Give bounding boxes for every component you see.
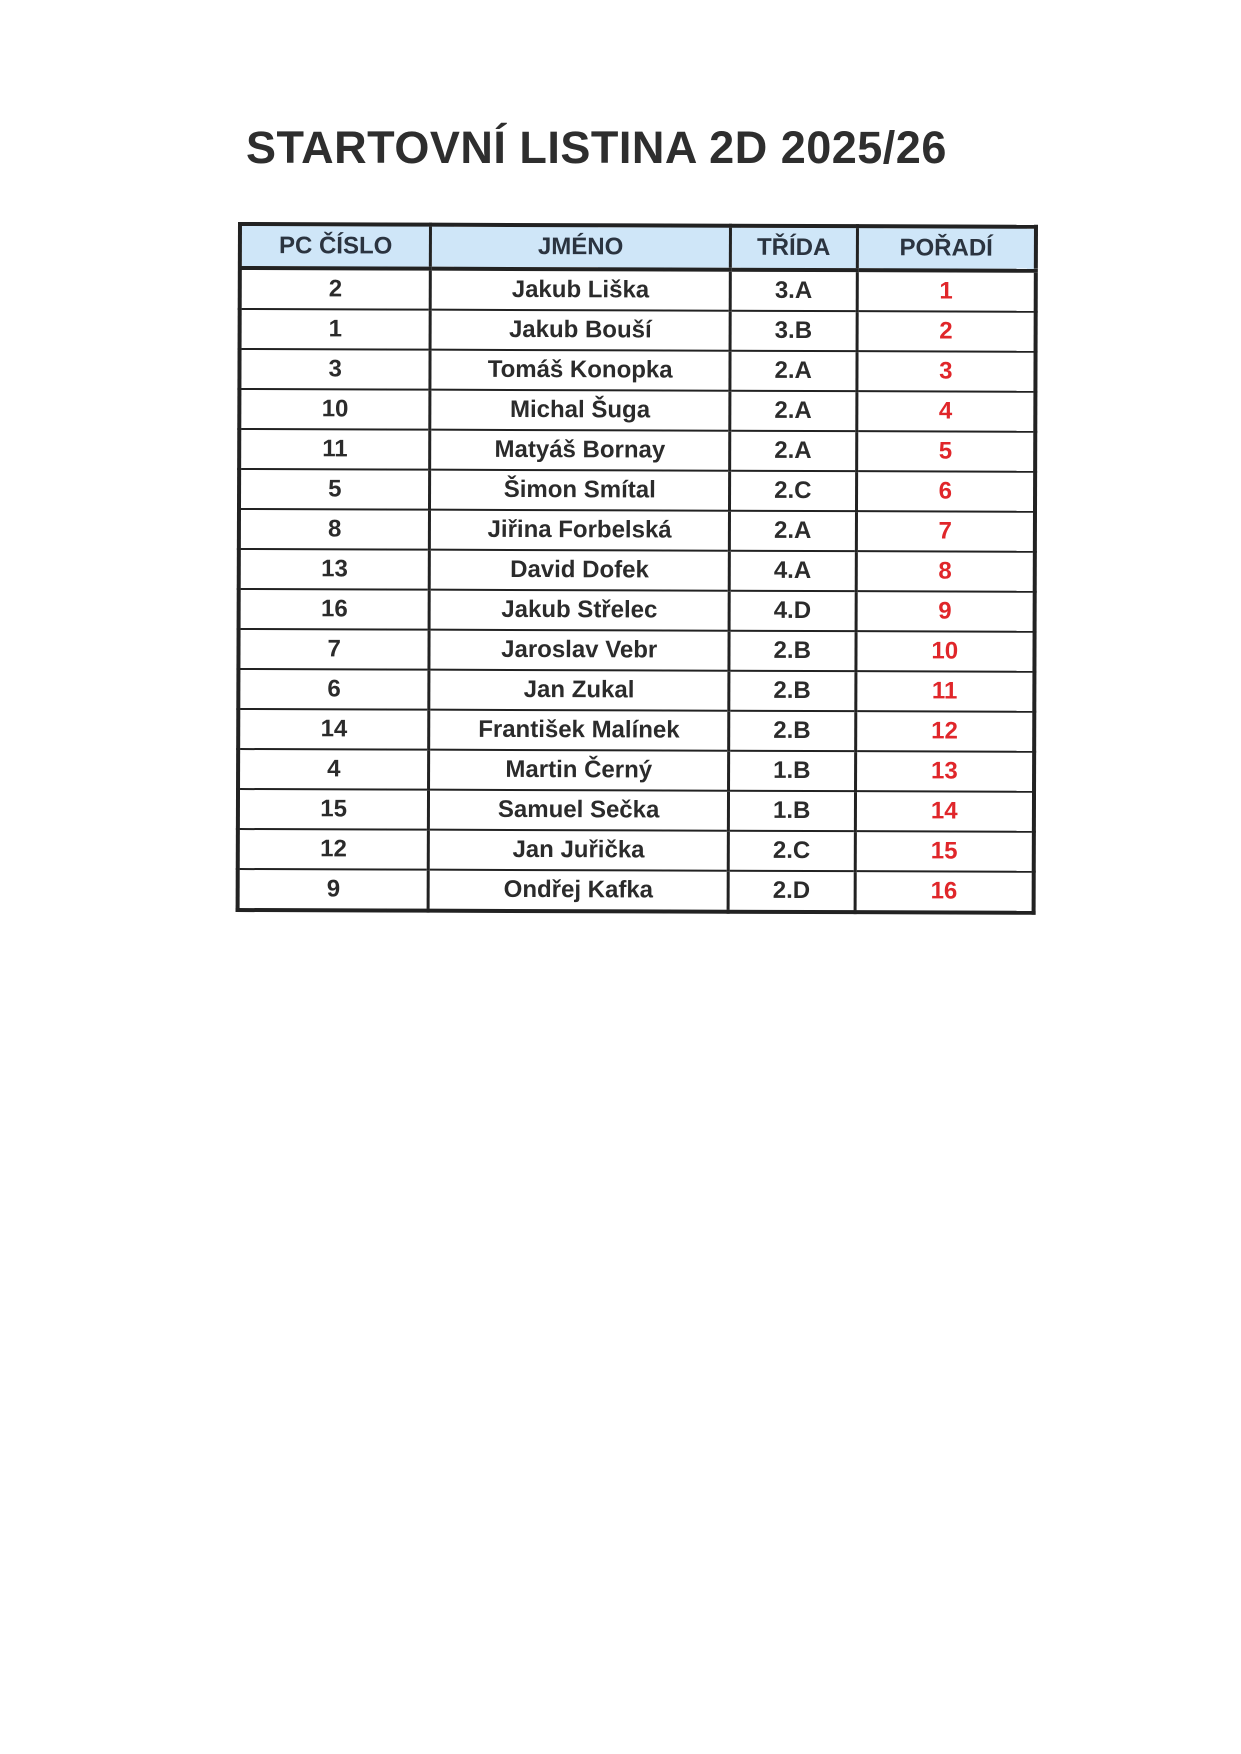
rank-cell: 2 [857,311,1036,352]
name-cell: Tomáš Konopka [430,350,730,391]
name-cell: Michal Šuga [430,390,730,431]
pc-number-cell: 14 [238,709,429,750]
name-cell: Jan Zukal [429,670,729,711]
name-cell: Jakub Střelec [430,590,730,631]
page-title: STARTOVNÍ LISTINA 2D 2025/26 [246,122,947,173]
header-pc-number: PC ČÍSLO [240,224,431,269]
rank-cell: 13 [855,751,1034,792]
class-cell: 1.B [728,791,855,831]
rank-cell: 16 [855,871,1034,913]
name-cell: Jaroslav Vebr [429,630,729,671]
pc-number-cell: 11 [239,429,430,470]
name-cell: Šimon Smítal [430,470,730,511]
rank-cell: 9 [856,591,1035,632]
name-cell: Jan Juřička [429,830,729,871]
class-cell: 2.B [729,671,856,711]
class-cell: 2.A [729,511,856,551]
pc-number-cell: 15 [238,789,429,830]
pc-number-cell: 6 [238,669,429,710]
rank-cell: 1 [857,270,1036,312]
name-cell: Jakub Liška [431,269,731,311]
rank-cell: 7 [856,511,1035,552]
class-cell: 2.A [730,431,857,471]
class-cell: 2.C [729,471,856,511]
table-row [238,669,1034,712]
table-row [239,429,1035,472]
rank-cell: 3 [856,351,1035,392]
class-cell: 3.B [730,311,857,351]
rank-cell: 6 [856,471,1035,512]
name-cell: František Malínek [429,710,729,751]
name-cell: Jiřina Forbelská [430,510,730,551]
class-cell: 2.D [728,871,855,912]
pc-number-cell: 4 [238,749,429,790]
table-row [238,829,1034,872]
header-class: TŘÍDA [730,226,857,270]
name-cell: Ondřej Kafka [429,870,729,912]
rank-cell: 4 [856,391,1035,432]
table-row [239,549,1035,592]
pc-number-cell: 10 [239,389,430,430]
header-name: JMÉNO [431,225,731,270]
name-cell: Samuel Sečka [429,790,729,831]
table-row [238,709,1034,752]
pc-number-cell: 5 [239,469,430,510]
class-cell: 1.B [728,751,855,791]
pc-number-cell: 12 [238,829,429,870]
rank-cell: 5 [856,431,1035,472]
table-row [239,589,1035,632]
pc-number-cell: 2 [240,268,431,310]
class-cell: 2.B [729,631,856,671]
table-row [238,869,1034,913]
table-header-row [240,224,1036,271]
rank-cell: 10 [856,631,1035,672]
table-row [240,309,1036,352]
pc-number-cell: 1 [240,309,431,350]
class-cell: 3.A [730,270,857,311]
rank-cell: 14 [855,791,1034,832]
rank-cell: 8 [856,551,1035,592]
name-cell: David Dofek [430,550,730,591]
rank-cell: 11 [855,671,1034,712]
start-list-table [236,222,1038,915]
pc-number-cell: 9 [238,869,429,911]
table-row [238,789,1034,832]
class-cell: 2.A [730,391,857,431]
header-rank: POŘADÍ [857,226,1036,271]
table-row [239,509,1035,552]
class-cell: 2.A [730,351,857,391]
name-cell: Jakub Bouší [431,310,731,351]
class-cell: 4.D [729,591,856,631]
pc-number-cell: 3 [239,349,430,390]
pc-number-cell: 8 [239,509,430,550]
name-cell: Matyáš Bornay [430,430,730,471]
table-row [238,629,1034,672]
table-row [240,268,1036,312]
rank-cell: 12 [855,711,1034,752]
pc-number-cell: 13 [239,549,430,590]
table-row [239,469,1035,512]
class-cell: 2.C [728,831,855,871]
class-cell: 4.A [729,551,856,591]
table-body [238,268,1036,913]
table-row [239,349,1035,392]
table-row [238,749,1034,792]
table-row [239,389,1035,432]
name-cell: Martin Černý [429,750,729,791]
pc-number-cell: 7 [238,629,429,670]
rank-cell: 15 [855,831,1034,872]
class-cell: 2.B [729,711,856,751]
pc-number-cell: 16 [239,589,430,630]
